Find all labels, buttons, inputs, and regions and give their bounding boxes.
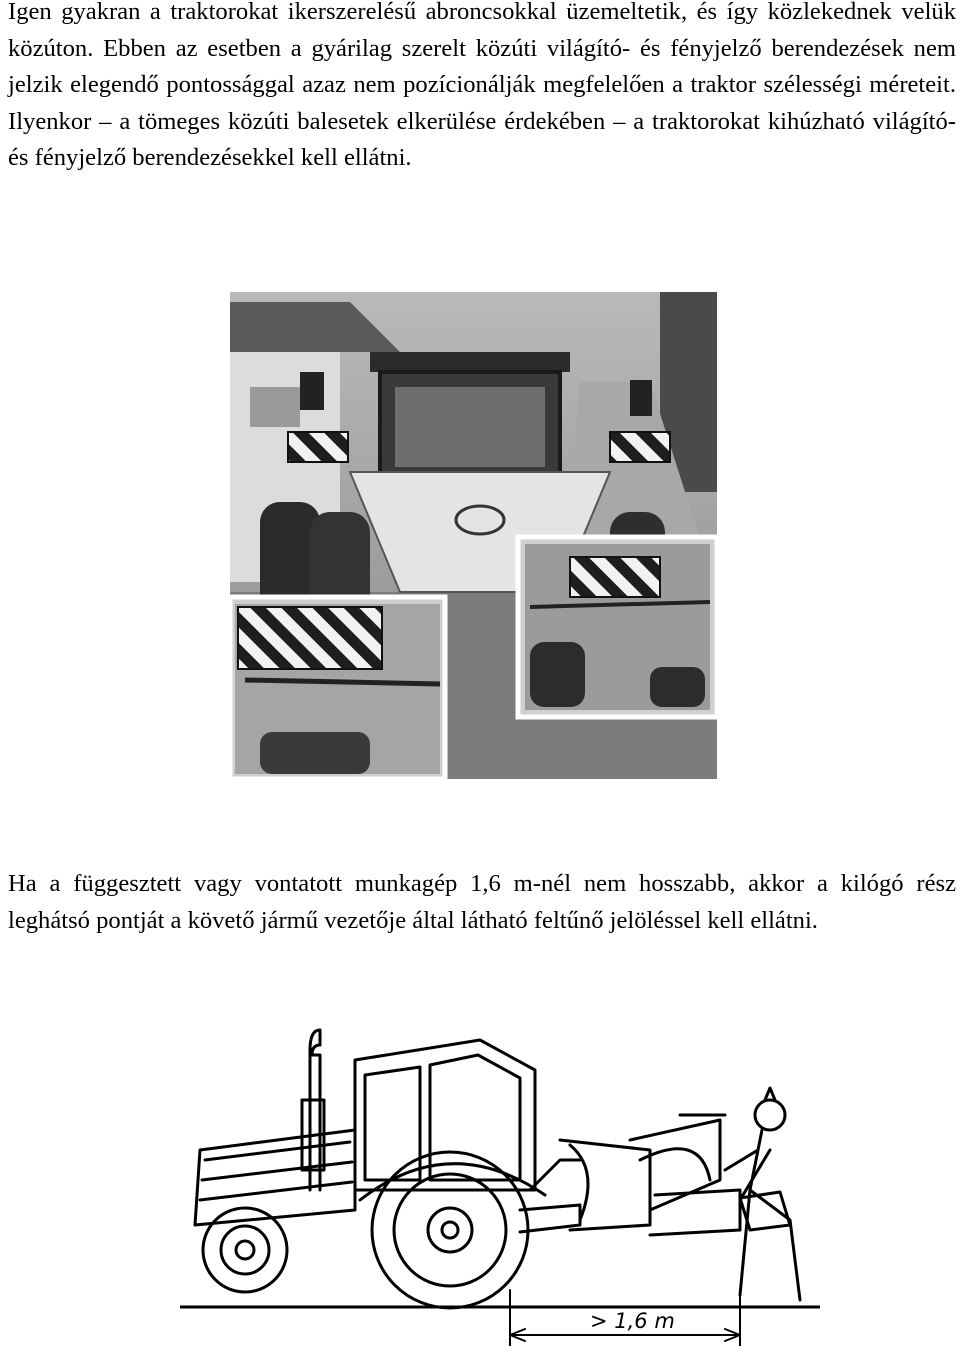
dimension-label: > 1,6 m bbox=[590, 1309, 675, 1333]
tractor-plough-drawing bbox=[180, 1010, 820, 1346]
tractor-photo-collage bbox=[230, 292, 717, 779]
tractor-plough-illustration bbox=[180, 1010, 820, 1346]
intro-paragraph: Igen gyakran a traktorokat ikerszerelésű abroncsokkal üzemeltetik, és így közlekednek velük közúton. Ebben az esetben a gyárilag szerelt közúti világító- és fényjelző berendezések nem jelzik elegendő pontossággal azaz nem pozícionálják megfelelően a traktor szélességi méreteit. Ilyenkor – a tömeges közúti balesetek elkerülése érdekében – a traktorokat kihúzható világító- és fényjelző berendezésekkel kell ellátni. bbox=[8, 0, 956, 171]
rule-paragraph: Ha a függesztett vagy vontatott munkagép 1,6 m-nél nem hosszabb, akkor a kilógó rész leghátsó pontját a követő jármű vezetője által látható feltűnő jelöléssel kell ellátni. bbox=[8, 870, 956, 934]
tractor-photo bbox=[230, 292, 717, 779]
